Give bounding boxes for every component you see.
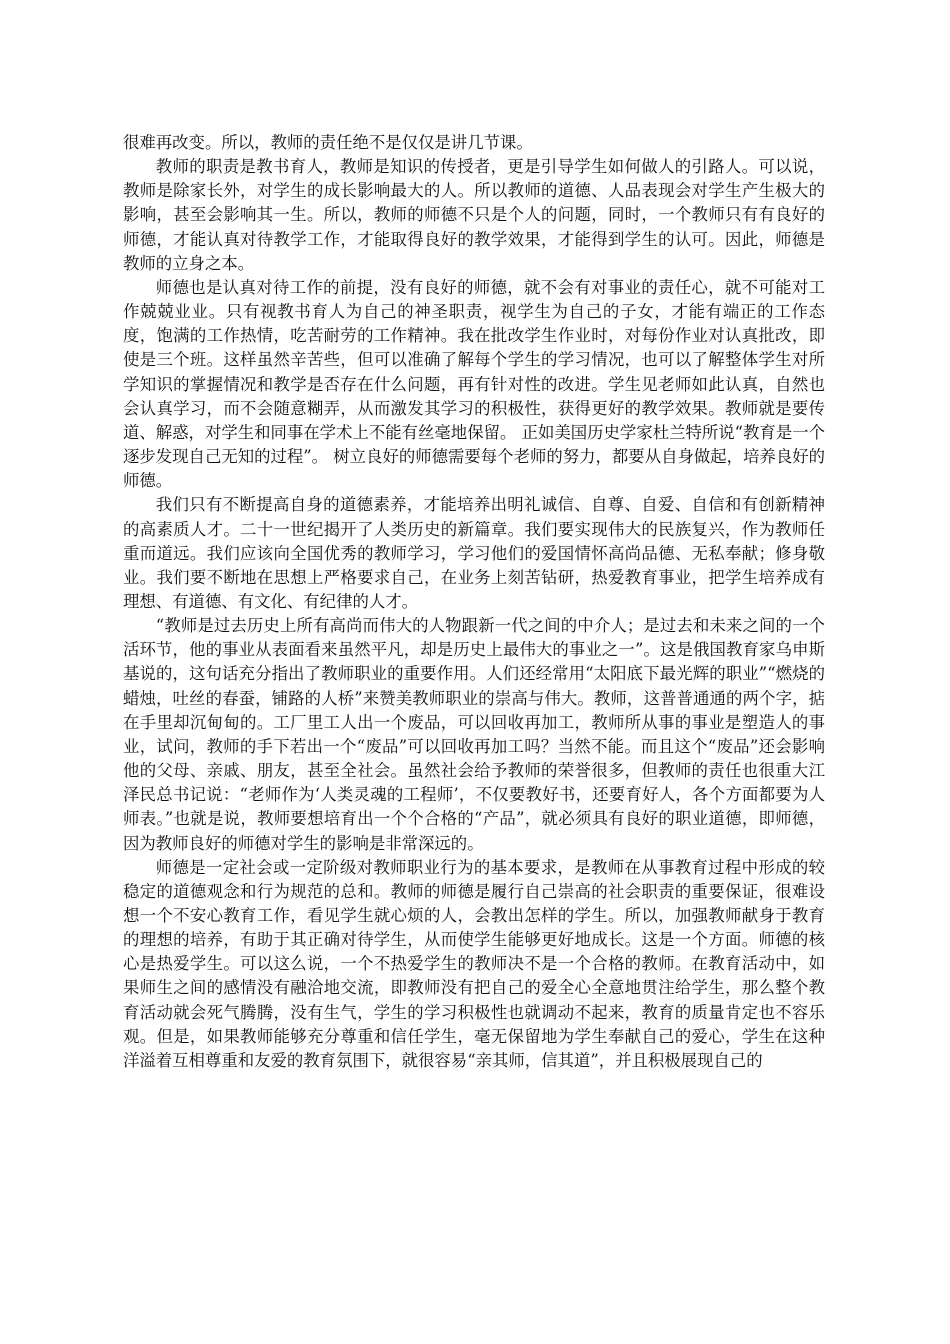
paragraph: 很难再改变。所以，教师的责任绝不是仅仅是讲几节课。 [123, 133, 533, 152]
paragraph: “教师是过去历史上所有高尚而伟大的人物跟新一代之间的中介人；是过去和未来之间的一个活环节，他的事业从表面看来虽然平凡，却是历史上最伟大的事业之一”。这是俄国教育家乌申斯基说的，这句话充分指出了教师职业的重要作用。人们还经常用“太阳底下最光辉的职业”“燃烧的蜡烛，吐丝的春蚕，铺路的人桥”来赞美教师职业的崇高与伟大。教师，这普普通通的两个字，掂在手里却沉甸甸的。工厂里工人出一个废品，可以回收再加工，教师所从事的事业是塑造人的事业，试问，教师的手下若出一个“废品”可以回收再加工吗？当然不能。而且这个“废品”还会影响他的父母、亲戚、朋友，甚至全社会。虽然社会给予教师的荣誉很多，但教师的责任也很重大江泽民总书记说：“老师作为‘人类灵魂的工程师’，不仅要教好书，还要育好人，各个方面都要为人师表。”也就是说，教师要想培育出一个个合格的“产品”，就必须具有良好的职业道德，即师德，因为教师良好的师德对学生的影响是非常深远的。 [123, 616, 825, 853]
paragraph: 师德是一定社会或一定阶级对教师职业行为的基本要求，是教师在从事教育过程中形成的较稳定的道德观念和行为规范的总和。教师的师德是履行自己崇高的社会职责的重要保证，很难设想一个不安心教育工作，看见学生就心烦的人，会教出怎样的学生。所以，加强教师献身于教育的理想的培养，有助于其正确对待学生，从而使学生能够更好地成长。这是一个方面。师德的核心是热爱学生。可以这么说，一个不热爱学生的教师决不是一个合格的教师。在教育活动中，如果师生之间的感情没有融洽地交流，即教师没有把自己的爱全心全意地贯注给学生，那么整个教育活动就会死气腾腾，没有生气，学生的学习积极性也就调动不起来，教育的质量肯定也不容乐观。但是，如果教师能够充分尊重和信任学生，毫无保留地为学生奉献自己的爱心，学生在这种洋溢着互相尊重和友爱的教育氛围下，就很容易“亲其师，信其道”，并且积极展现自己的 [123, 857, 825, 1070]
paragraph: 我们只有不断提高自身的道德素养，才能培养出明礼诚信、自尊、自爱、自信和有创新精神的高素质人才。二十一世纪揭开了人类历史的新篇章。我们要实现伟大的民族复兴，作为教师任重而道远。我们应该向全国优秀的教师学习，学习他们的爱国情怀高尚品德、无私奉献；修身敬业。我们要不断地在思想上严格要求自己，在业务上刻苦钻研，热爱教育事业，把学生培养成有理想、有道德、有文化、有纪律的人才。 [123, 495, 825, 611]
paragraph: 教师的职责是教书育人，教师是知识的传授者，更是引导学生如何做人的引路人。可以说，教师是除家长外，对学生的成长影响最大的人。所以教师的道德、人品表现会对学生产生极大的影响，甚至会影响其一生。所以，教师的师德不只是个人的问题，同时，一个教师只有有良好的师德，才能认真对待教学工作，才能取得良好的教学效果，才能得到学生的认可。因此，师德是教师的立身之本。 [123, 157, 825, 273]
paragraph: 师德也是认真对待工作的前提，没有良好的师德，就不会有对事业的责任心，就不可能对工作兢兢业业。只有视教书育人为自己的神圣职责，视学生为自己的子女，才能有端正的工作态度，饱满的工作热情，吃苦耐劳的工作精神。我在批改学生作业时，对每份作业对认真批改，即使是三个班。这样虽然辛苦些，但可以准确了解每个学生的学习情况，也可以了解整体学生对所学知识的掌握情况和教学是否存在什么问题，再有针对性的改进。学生见老师如此认真，自然也会认真学习，而不会随意糊弄，从而激发其学习的积极性，获得更好的教学效果。教师就是要传道、解惑，对学生和同事在学术上不能有丝毫地保留。 正如美国历史学家杜兰特所说“教育是一个逐步发现自己无知的过程”。 树立良好的师德需要每个老师的努力，都要从自身做起，培养良好的师德。 [123, 277, 825, 491]
document-body [123, 131, 825, 1073]
